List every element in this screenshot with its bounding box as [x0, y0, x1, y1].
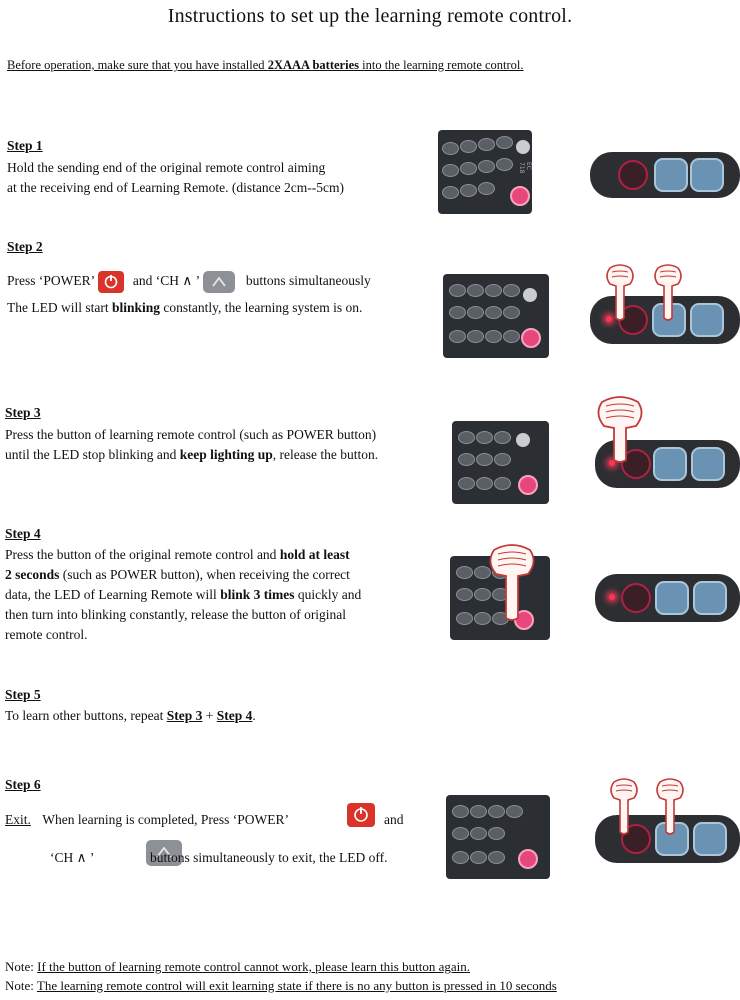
step3-text: Press the button of learning remote control (such as POWER button) until the LED stop blinking and keep lighting up, release the button. [5, 427, 379, 462]
power-icon [621, 583, 651, 613]
step6-line1: Exit. When learning is completed, Press ‘POWER’ [5, 812, 289, 827]
original-remote-image [452, 421, 549, 504]
led-indicator-icon [609, 594, 615, 600]
original-remote-image [443, 274, 549, 358]
learning-remote-image [595, 574, 740, 622]
step1-text: Hold the sending end of the original remote control aiming at the receiving end of Learning Remote. (distance 2cm--5cm) [7, 160, 344, 195]
power-icon [347, 803, 375, 827]
pointing-hand-icon [484, 540, 540, 622]
step6-line2: buttons simultaneously to exit, the LED off. [150, 850, 388, 865]
step4-heading: Step 4 [5, 526, 41, 541]
pointing-hand-icon [606, 776, 642, 836]
step2-line1: Press ‘POWER’ and ‘CH ∧ ’ buttons simultaneously [7, 271, 371, 293]
original-remote-image [438, 130, 532, 214]
step1-heading: Step 1 [7, 138, 43, 153]
power-icon [98, 271, 124, 293]
pointing-hand-icon [650, 262, 686, 322]
chevron-up-icon [203, 271, 235, 293]
page-title: Instructions to set up the learning remote control. [167, 5, 573, 27]
step5-heading: Step 5 [5, 687, 41, 702]
step2-heading: Step 2 [7, 239, 43, 254]
step6-heading: Step 6 [5, 777, 41, 792]
original-remote-image [446, 795, 550, 879]
pointing-hand-icon [602, 262, 638, 322]
step6-ch-label: ‘CH ∧ ’ [50, 850, 95, 865]
learning-remote-image [590, 152, 740, 198]
step3-heading: Step 3 [5, 405, 41, 420]
intro-line: Before operation, make sure that you have installed 2XAAA batteries into the learning remote control. [7, 58, 524, 72]
note-1: Note: If the button of learning remote control cannot work, please learn this button again. [5, 959, 470, 974]
step5-text: To learn other buttons, repeat Step 3 + Step 4. [5, 708, 256, 723]
power-icon [618, 160, 648, 190]
step6-and: and [384, 812, 404, 827]
step4-text: Press the button of the original remote control and hold at least 2 seconds (such as POWER button), when receiving the correct data, the LED of Learning Remote will blink 3 times quickly and then turn into blinking constantly, release the button of original remote control. [5, 547, 362, 642]
remote-model-label: EC 718 [518, 162, 532, 174]
pointing-hand-icon [652, 776, 688, 836]
pointing-hand-icon [592, 392, 648, 464]
step2-line2: The LED will start blinking constantly, the learning system is on. [7, 300, 363, 315]
note-2: Note: The learning remote control will exit learning state if there is no any button is pressed in 10 seconds [5, 978, 557, 993]
